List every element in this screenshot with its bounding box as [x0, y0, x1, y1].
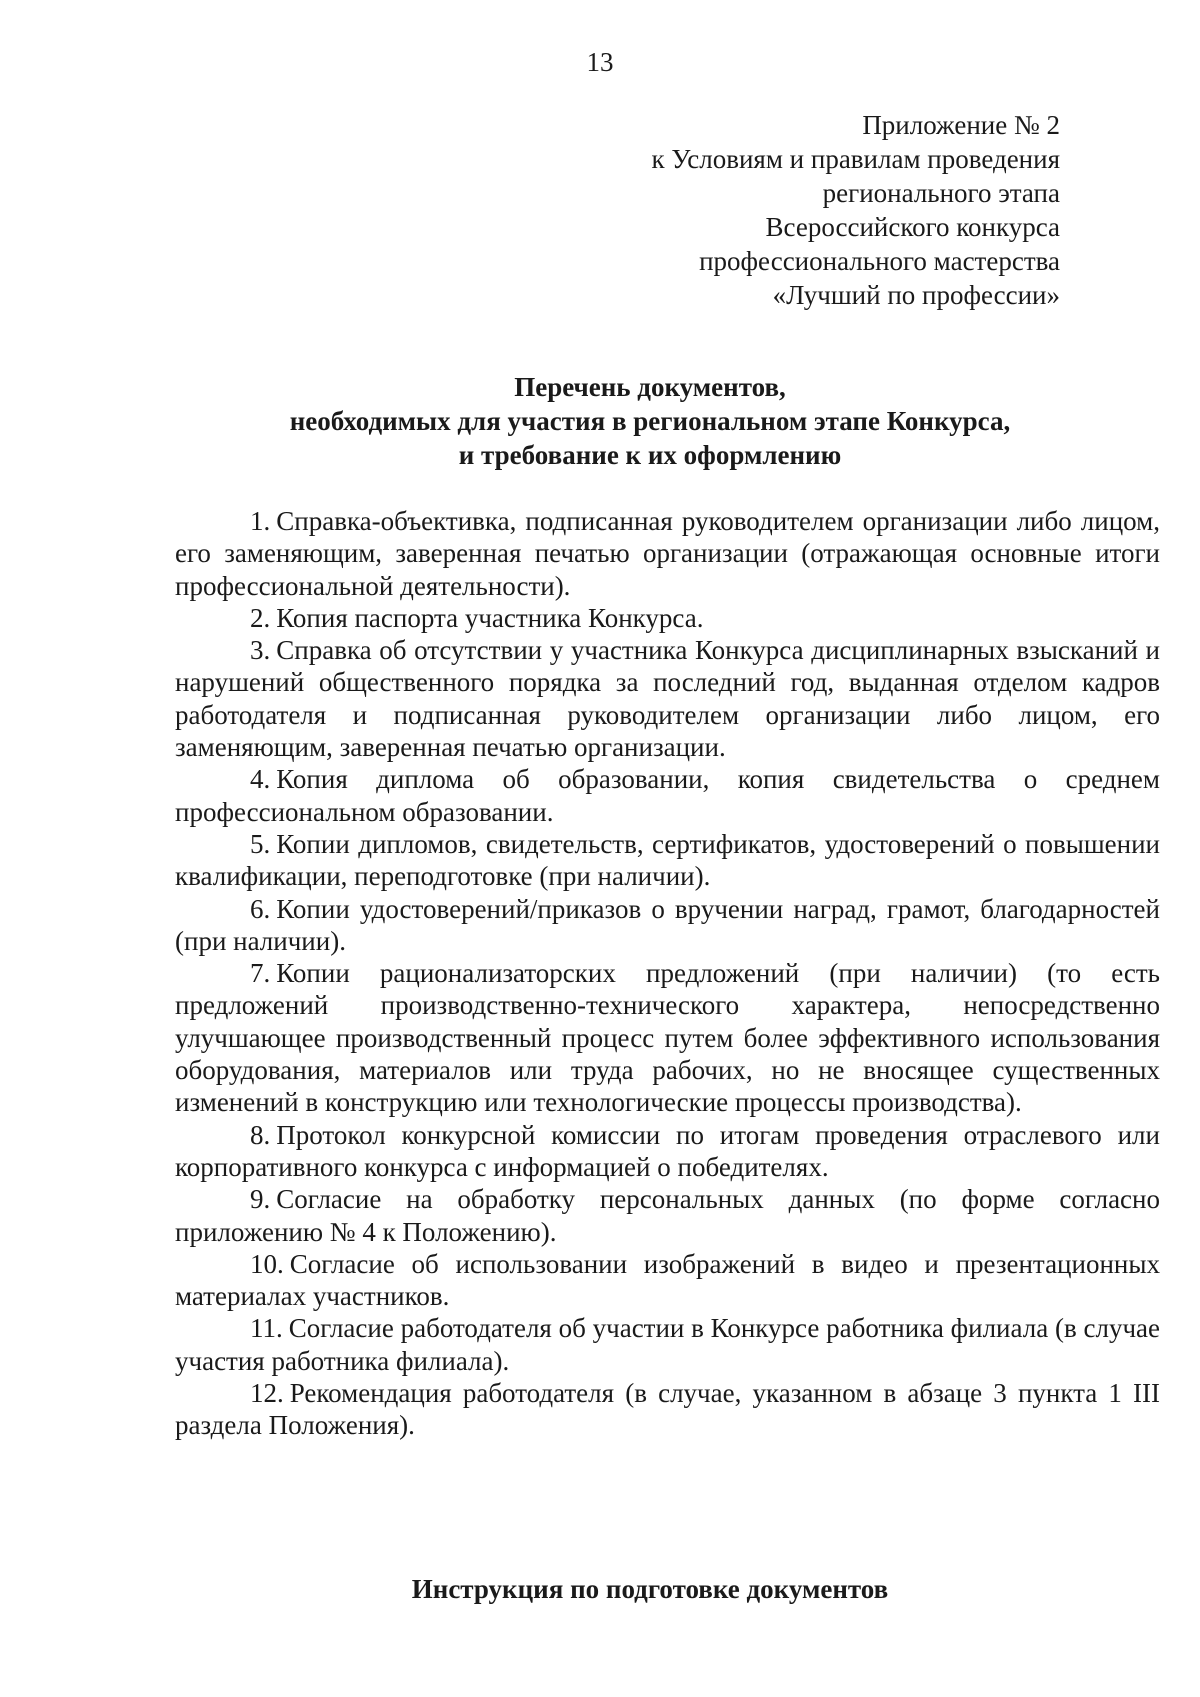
item-number: 9.	[250, 1184, 271, 1215]
item-number: 10.	[250, 1248, 284, 1279]
item-number: 3.	[250, 635, 271, 666]
documents-list	[175, 505, 1160, 1442]
item-text: Согласие на обработку персональных данных (по форме согласно приложению № 4 к Положению).	[175, 1184, 1160, 1247]
list-item	[175, 763, 1160, 828]
item-text: Справка-объективка, подписанная руководителем организации либо лицом, его заменяющим, заверенная печатью организации (отражающая основные итоги профессиональной деятельности).	[175, 506, 1160, 601]
appendix-line: к Условиям и правилам проведения	[651, 144, 1060, 174]
item-number: 4.	[250, 764, 271, 795]
list-item	[175, 893, 1160, 958]
appendix-line: профессионального мастерства	[699, 246, 1060, 276]
item-text: Согласие об использовании изображений в видео и презентационных материалах участников.	[175, 1248, 1160, 1312]
item-text: Копии дипломов, свидетельств, сертификатов, удостоверений о повышении квалификации, переподготовке (при наличии).	[175, 828, 1160, 892]
item-text: Копии рационализаторских предложений (при наличии) (то есть предложений производственно-технического характера, непосредственно улучшающее производственный процесс путем более эффективного использования оборудования, материалов или труда рабочих, но не вносящее существенных изменений в конструкцию или технологические процессы производства).	[175, 958, 1160, 1118]
page-number: 13	[586, 47, 614, 77]
list-item	[175, 602, 1160, 634]
item-text: Протокол конкурсной комиссии по итогам проведения отраслевого или корпоративного конкурса с информацией о победителях.	[175, 1119, 1160, 1182]
title-line: и требование к их оформлению	[458, 440, 842, 470]
item-text: Рекомендация работодателя (в случае, указанном в абзаце 3 пункта 1 III раздела Положения).	[175, 1378, 1160, 1441]
list-item	[175, 957, 1160, 1118]
list-item	[175, 1119, 1160, 1184]
item-number: 7.	[250, 958, 271, 989]
item-text: Согласие работодателя об участии в Конкурсе работника филиала (в случае участия работника филиала).	[175, 1313, 1160, 1376]
appendix-header	[360, 108, 1060, 312]
title-line: необходимых для участия в региональном этапе Конкурса,	[289, 406, 1011, 436]
item-text: Копия диплома об образовании, копия свидетельства о среднем профессиональном образовании.	[175, 764, 1160, 827]
list-item	[175, 634, 1160, 763]
list-item	[175, 1248, 1160, 1313]
list-item	[175, 1312, 1160, 1377]
list-item	[175, 828, 1160, 893]
item-number: 5.	[250, 828, 271, 859]
item-number: 8.	[250, 1119, 271, 1150]
list-item	[175, 1183, 1160, 1248]
item-number: 12.	[250, 1378, 284, 1409]
item-text: Справка об отсутствии у участника Конкурса дисциплинарных взысканий и нарушений общественного порядка за последний год, выданная отделом кадров работодателя и подписанная руководителем организации либо лицом, его заменяющим, заверенная печатью организации.	[175, 635, 1160, 763]
title-line: Перечень документов,	[514, 372, 786, 402]
appendix-line: Всероссийского конкурса	[765, 212, 1060, 242]
item-text: Копии удостоверений/приказов о вручении наград, грамот, благодарностей (при наличии).	[175, 893, 1160, 956]
list-item	[175, 1377, 1160, 1442]
section-subtitle: Инструкция по подготовке документов	[411, 1574, 889, 1604]
item-text: Копия паспорта участника Конкурса.	[276, 602, 704, 633]
item-number: 6.	[250, 893, 271, 924]
list-item	[175, 505, 1160, 602]
appendix-line: «Лучший по профессии»	[772, 280, 1060, 310]
appendix-line: Приложение № 2	[862, 110, 1060, 140]
item-number: 2.	[250, 602, 271, 633]
item-number: 11.	[250, 1313, 283, 1344]
item-number: 1.	[250, 506, 271, 536]
appendix-line: регионального этапа	[822, 178, 1060, 208]
document-title	[140, 370, 1160, 472]
